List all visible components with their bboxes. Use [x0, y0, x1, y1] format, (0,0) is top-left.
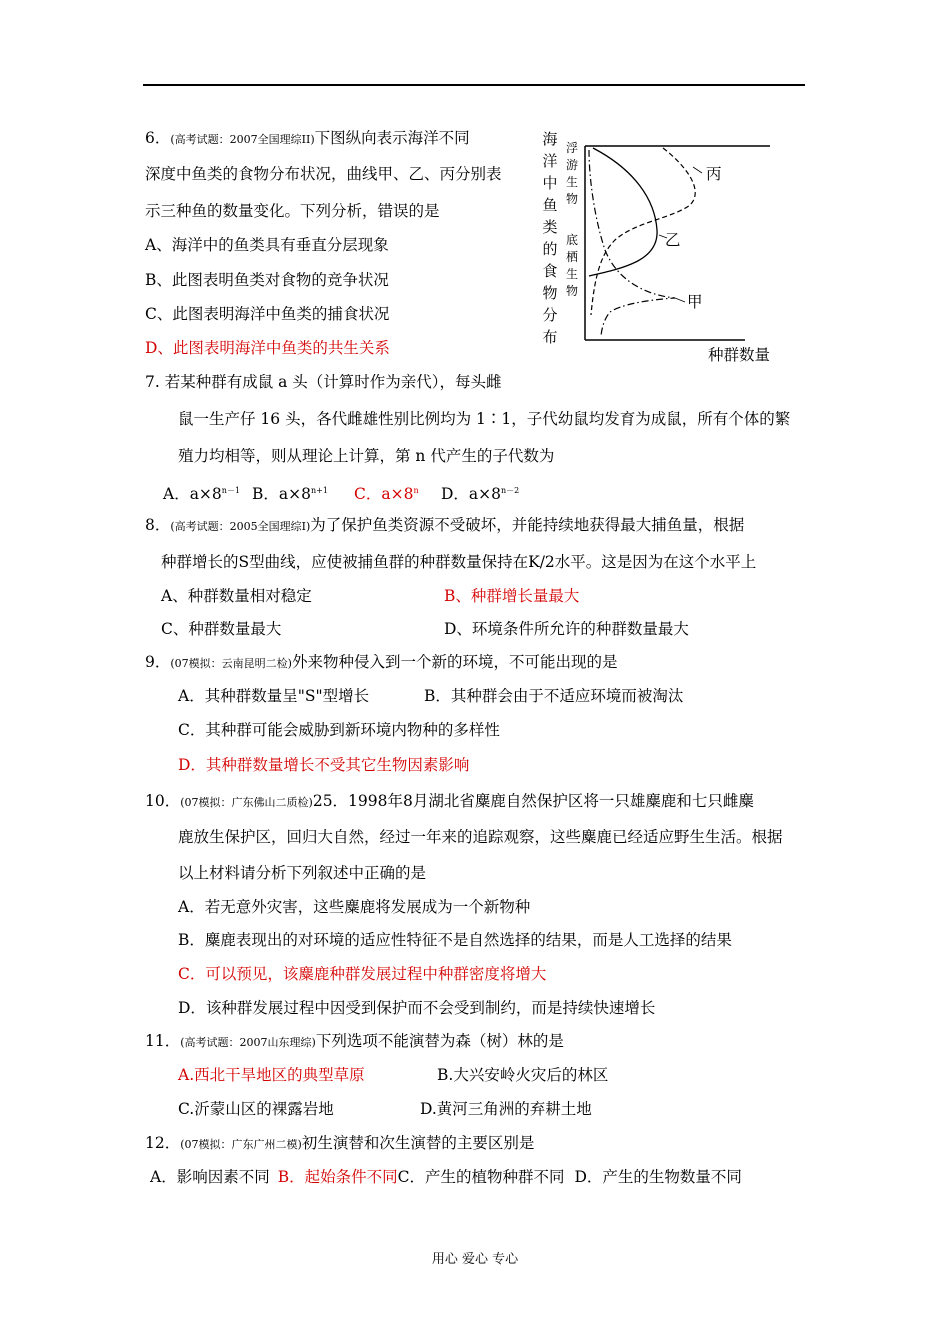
q6-line1: 6．(高考试题：2007全国理综II)下图纵向表示海洋不同: [145, 129, 470, 147]
q9-option-a: A．其种群数量呈"S"型增长: [178, 687, 370, 705]
q6-option-d: D、此图表明海洋中鱼类的共生关系: [145, 339, 390, 357]
label-jia: 甲: [687, 293, 703, 311]
q8-line2: 种群增长的S型曲线，应使被捕鱼群的种群数量保持在K/2水平。这是因为在这个水平上: [161, 553, 757, 571]
q6-line2: 深度中鱼类的食物分布状况，曲线甲、乙、丙分别表: [145, 165, 502, 183]
q7-line3: 殖力均相等，则从理论上计算，第 n 代产生的子代数为: [178, 447, 555, 465]
q8-option-b: B、种群增长量最大: [444, 587, 580, 605]
q11-option-d: D.黄河三角洲的弃耕土地: [420, 1100, 592, 1118]
curve-jia: [589, 150, 675, 336]
q6-option-a: A、海洋中的鱼类具有垂直分层现象: [145, 236, 389, 254]
q7-option-a: A．$a\times 8^{n-1}$: [163, 485, 241, 504]
q11-option-b: B.大兴安岭火灾后的林区: [437, 1066, 609, 1084]
q10-line3: 以上材料请分析下列叙述中正确的是: [178, 864, 427, 882]
header-rule: [143, 84, 805, 86]
q7-option-d: D．$a\times 8^{n-2}$: [441, 485, 520, 504]
q12-options: [150, 1167, 742, 1187]
q10-line2: 鹿放生保护区，回归大自然，经过一年来的追踪观察，这些麋鹿已经适应野生生活。根据: [178, 828, 783, 846]
q8-option-d: D、环境条件所允许的种群数量最大: [444, 620, 689, 638]
q10-option-a: A．若无意外灾害，这些麋鹿将发展成为一个新物种: [178, 898, 531, 916]
curve-yi: [589, 148, 657, 276]
label-yi: 乙: [665, 231, 681, 249]
q12-option-c: C．产生的植物种群不同: [397, 1168, 565, 1186]
q12-option-b: B．起始条件不同: [277, 1168, 398, 1186]
q6-option-c: C、此图表明海洋中鱼类的捕食状况: [145, 305, 390, 323]
q8-line1: 8．(高考试题：2005全国理综Ⅰ)为了保护鱼类资源不受破坏，并能持续地获得最大捕鱼量，根据: [145, 516, 745, 534]
q7-option-c: C．$a\times 8^n$: [354, 485, 419, 504]
q8-option-a: A、种群数量相对稳定: [161, 587, 312, 605]
q12-option-d: D．产生的生物数量不同: [574, 1168, 742, 1186]
q11-line1: 11．(高考试题：2007山东理综)下列选项不能演替为森（树）林的是: [145, 1032, 564, 1050]
q6-line3: 示三种鱼的数量变化。下列分析，错误的是: [145, 202, 440, 220]
figure-zone-plankton: 浮 游 生 物: [565, 141, 578, 206]
q11-option-c: C.沂蒙山区的裸露岩地: [178, 1100, 334, 1118]
q7-line1: 7. 若某种群有成鼠 a 头（计算时作为亲代），每头雌: [145, 373, 502, 391]
q8-option-c: C、种群数量最大: [161, 620, 282, 638]
q9-option-d: D．其种群数量增长不受其它生物因素影响: [178, 756, 470, 774]
q10-option-d: D．该种群发展过程中因受到保护而不会受到制约，而是持续快速增长: [178, 999, 656, 1017]
curve-bing-leader: [693, 167, 702, 173]
figure-zone-benthos: 底 栖 生 物: [565, 233, 578, 298]
q10-line1: 10．(07模拟：广东佛山二质检)25．1998年8月湖北省麋鹿自然保护区将一只雄麋鹿和七只雌麋: [145, 792, 754, 810]
figure-ylabel: 海 洋 中 鱼 类 的 食 物 分 布: [542, 130, 558, 346]
q10-option-c: C．可以预见，该麋鹿种群发展过程中种群密度将增大: [178, 965, 547, 983]
q9-option-b: B．其种群会由于不适应环境而被淘汰: [424, 687, 684, 705]
page-footer: 用心 爱心 专心: [431, 1252, 519, 1267]
q11-option-a: A.西北干旱地区的典型草原: [178, 1066, 365, 1084]
q6-option-b: B、此图表明鱼类对食物的竞争状况: [145, 271, 389, 289]
figure-xlabel: 种群数量: [708, 346, 771, 364]
label-bing: 丙: [706, 165, 722, 183]
q12-line1: 12．(07模拟：广东广州二模)初生演替和次生演替的主要区别是: [145, 1134, 535, 1152]
q9-option-c: C．其种群可能会威胁到新环境内物种的多样性: [178, 721, 500, 739]
q7-line2: 鼠一生产仔 16 头，各代雌雄性别比例均为 1∶1，子代幼鼠均发育为成鼠，所有个体的繁: [178, 410, 791, 428]
curve-jia-leader: [675, 298, 685, 302]
q12-option-a: A．影响因素不同: [150, 1168, 270, 1186]
q9-line1: 9．(07模拟：云南昆明二检)外来物种侵入到一个新的环境，不可能出现的是: [145, 653, 618, 671]
q10-option-b: B．麋鹿表现出的对环境的适应性特征不是自然选择的结果，而是人工选择的结果: [178, 931, 732, 949]
q7-option-b: B．$a\times 8^{n+1}$: [252, 485, 328, 504]
